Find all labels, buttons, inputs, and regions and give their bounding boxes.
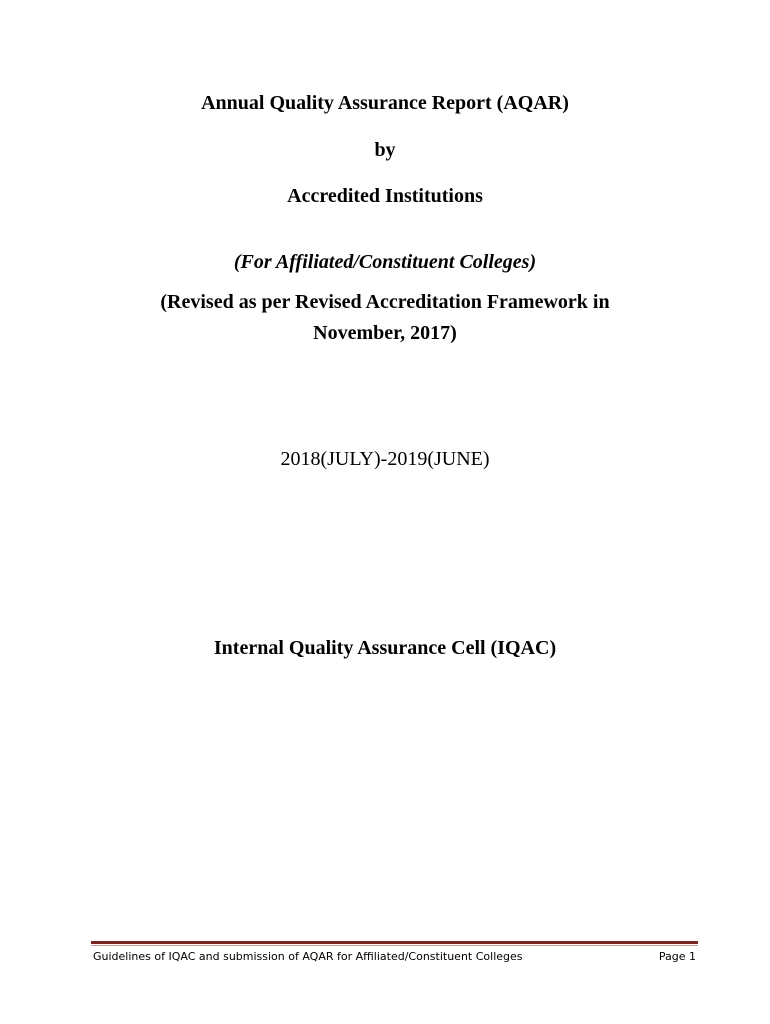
report-title: Annual Quality Assurance Report (AQAR) xyxy=(201,92,569,114)
institutions-heading: Accredited Institutions xyxy=(287,185,483,207)
footer-page-number: Page 1 xyxy=(658,950,696,963)
colleges-subtitle: (For Affiliated/Constituent Colleges) xyxy=(233,251,537,273)
iqac-heading: Internal Quality Assurance Cell (IQAC) xyxy=(213,637,557,659)
by-text: by xyxy=(374,139,396,161)
revision-note-line-2: November, 2017) xyxy=(313,322,457,344)
report-period: 2018(JULY)-2019(JUNE) xyxy=(280,448,490,470)
footer-rule xyxy=(91,941,698,944)
footer-rule-shadow xyxy=(91,945,698,946)
revision-note-line-1: (Revised as per Revised Accreditation Framework in xyxy=(160,291,610,313)
footer-guidelines-text: Guidelines of IQAC and submission of AQAR for Affiliated/Constituent Colleges xyxy=(93,950,523,963)
